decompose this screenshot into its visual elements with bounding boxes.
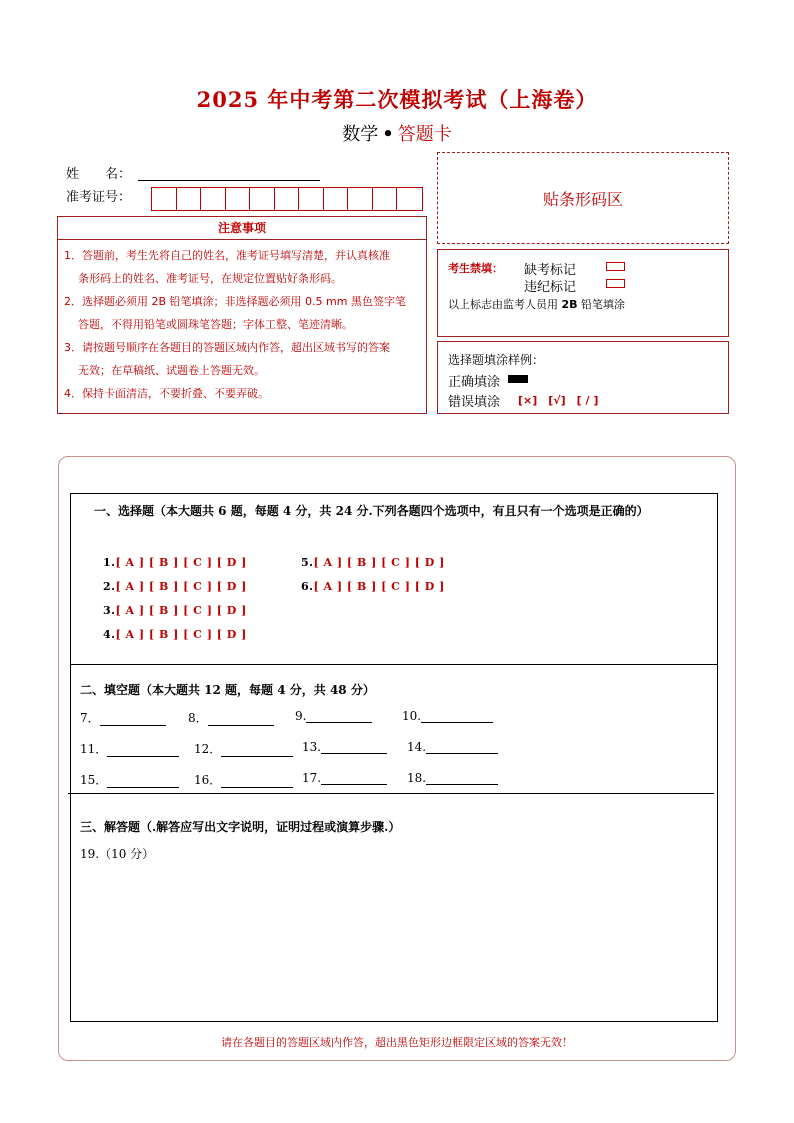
notice-box — [57, 216, 427, 414]
fill-q18[interactable] — [407, 771, 498, 785]
exam-id-cell[interactable] — [373, 188, 398, 210]
notice-item-4-line1: 4．保持卡面清洁，不要折叠、不要弄破。 — [64, 387, 269, 400]
fill-blank[interactable] — [107, 787, 179, 788]
correct-fill-sample — [508, 375, 528, 383]
choice-options[interactable]: [ A ] [ B ] [ C ] [ D ] — [115, 556, 247, 569]
barcode-area — [437, 152, 729, 244]
exam-id-label: 准考证号： — [66, 190, 132, 205]
fill-q12[interactable] — [194, 740, 293, 757]
page-title: 2025 年中考第二次模拟考试（上海卷） — [196, 87, 598, 112]
fill-example-title: 选择题填涂样例： — [448, 353, 545, 367]
fill-blank[interactable] — [306, 722, 372, 723]
choice-options[interactable]: [ A ] [ B ] [ C ] [ D ] — [313, 556, 445, 569]
question-19-label: 19.（10 分） — [80, 847, 155, 861]
absent-mark-bubble[interactable] — [606, 262, 625, 271]
page-subtitle — [0, 120, 794, 146]
fill-q-number: 18. — [407, 771, 427, 785]
fill-blank[interactable] — [221, 787, 293, 788]
exam-id-cell[interactable] — [250, 188, 275, 210]
fill-q14[interactable] — [407, 740, 498, 754]
fill-q16[interactable] — [194, 771, 293, 788]
fill-blank[interactable] — [421, 722, 493, 723]
fill-q-number: 14. — [407, 740, 427, 754]
fill-blank[interactable] — [221, 756, 293, 757]
exam-id-cell[interactable] — [152, 188, 177, 210]
question-number: 5. — [301, 556, 314, 569]
fill-q17[interactable] — [302, 771, 387, 785]
choice-row-4[interactable] — [103, 628, 247, 641]
fill-blank[interactable] — [426, 753, 498, 754]
notice-item-2-line1: 2．选择题必须用 2B 铅笔填涂；非选择题必须用 0.5 mm 黑色签字笔 — [64, 295, 406, 308]
choice-options[interactable]: [ A ] [ B ] [ C ] [ D ] — [115, 580, 247, 593]
fill-blank[interactable] — [321, 753, 387, 754]
fill-q-number: 13. — [302, 740, 322, 754]
fill-blank[interactable] — [208, 725, 274, 726]
section-1-title: 一、选择题（本大题共 6 题，每题 4 分，共 24 分.下列各题四个选项中，有且只有一个选项是正确的） — [94, 504, 649, 518]
fill-blank[interactable] — [100, 725, 166, 726]
choice-row-6[interactable] — [301, 580, 445, 593]
exam-id-cell[interactable] — [275, 188, 300, 210]
fill-q-number: 7． — [80, 711, 100, 725]
fill-q-number: 16． — [194, 773, 222, 787]
fill-q-number: 17. — [302, 771, 322, 785]
subject-label: 数学 — [342, 124, 379, 145]
section-3-title: 三、解答题（.解答应写出文字说明，证明过程或演算步骤.） — [80, 820, 401, 834]
exam-id-cell[interactable] — [324, 188, 349, 210]
fill-blank[interactable] — [321, 784, 387, 785]
violation-mark-bubble[interactable] — [606, 279, 625, 288]
notice-item-3-line1: 3．请按题号顺序在各题目的答题区域内作答，超出区域书写的答案 — [64, 341, 390, 354]
fill-q-number: 11． — [80, 742, 108, 756]
correct-fill-label: 正确填涂 — [448, 375, 501, 390]
question-number: 6. — [301, 580, 314, 593]
question-number: 3. — [103, 604, 116, 617]
question-19-answer-area[interactable] — [72, 866, 716, 1018]
exam-id-cell[interactable] — [299, 188, 324, 210]
notice-item-2-line2: 答题，不得用铅笔或圆珠笔答题；字体工整、笔迹清晰。 — [78, 318, 353, 331]
forbidden-note-post: 铅笔填涂 — [577, 298, 626, 311]
exam-id-cell[interactable] — [397, 188, 422, 210]
fill-q15[interactable] — [80, 771, 179, 788]
exam-id-cell[interactable] — [226, 188, 251, 210]
choice-options[interactable]: [ A ] [ B ] [ C ] [ D ] — [115, 628, 247, 641]
fill-q-number: 15． — [80, 773, 108, 787]
choice-options[interactable]: [ A ] [ B ] [ C ] [ D ] — [115, 604, 247, 617]
exam-id-cell[interactable] — [177, 188, 202, 210]
exam-id-cell[interactable] — [201, 188, 226, 210]
fill-blank[interactable] — [107, 756, 179, 757]
exam-id-boxes[interactable] — [151, 187, 423, 211]
fill-q10[interactable] — [402, 709, 493, 723]
wrong-fill-samples: [×] [√] [ / ] — [518, 394, 599, 407]
choice-row-1[interactable] — [103, 556, 247, 569]
separator-dot: • — [382, 124, 394, 145]
section-2-title: 二、填空题（本大题共 12 题，每题 4 分，共 48 分） — [80, 683, 375, 697]
section-divider-1 — [70, 664, 718, 665]
choice-row-2[interactable] — [103, 580, 247, 593]
fill-q7[interactable] — [80, 709, 166, 726]
exam-id-cell[interactable] — [348, 188, 373, 210]
forbidden-box — [437, 249, 729, 337]
choice-row-3[interactable] — [103, 604, 247, 617]
notice-item-3-line2: 无效；在草稿纸、试题卷上答题无效。 — [78, 364, 265, 377]
fill-q9[interactable] — [295, 709, 372, 723]
fill-blank[interactable] — [426, 784, 498, 785]
notice-title: 注意事项 — [58, 217, 426, 240]
forbidden-note-bold: 2B — [561, 298, 578, 311]
fill-q-number: 12． — [194, 742, 222, 756]
choice-options[interactable]: [ A ] [ B ] [ C ] [ D ] — [313, 580, 445, 593]
barcode-label: 贴条形码区 — [542, 189, 623, 209]
section-divider-2 — [68, 793, 714, 794]
notice-item-1-line2: 条形码上的姓名、准考证号，在规定位置贴好条形码。 — [78, 272, 342, 285]
card-label: 答题卡 — [397, 124, 452, 145]
notice-item-1-line1: 1．答题前，考生先将自己的姓名，准考证号填写清楚，并认真核准 — [64, 249, 390, 262]
name-field[interactable] — [138, 179, 320, 181]
fill-q-number: 10. — [402, 709, 422, 723]
forbidden-label: 考生禁填： — [448, 262, 503, 275]
fill-q13[interactable] — [302, 740, 387, 754]
question-number: 1. — [103, 556, 116, 569]
fill-q-number: 8． — [188, 711, 208, 725]
fill-q-number: 9. — [295, 709, 307, 723]
name-label: 姓 名： — [66, 167, 132, 182]
violation-label: 违纪标记 — [524, 280, 577, 295]
absent-label: 缺考标记 — [524, 263, 577, 278]
fill-example-box — [437, 341, 729, 414]
fill-q11[interactable] — [80, 740, 179, 757]
forbidden-note — [448, 296, 625, 312]
forbidden-note-pre: 以上标志由监考人员用 — [448, 298, 562, 311]
choice-row-5[interactable] — [301, 556, 445, 569]
notice-body — [58, 240, 426, 409]
wrong-fill-label: 错误填涂 — [448, 395, 501, 410]
fill-q8[interactable] — [188, 709, 274, 726]
question-number: 2. — [103, 580, 116, 593]
footer-warning: 请在各题目的答题区域内作答，超出黑色矩形边框限定区域的答案无效！ — [221, 1036, 573, 1049]
question-number: 4. — [103, 628, 116, 641]
